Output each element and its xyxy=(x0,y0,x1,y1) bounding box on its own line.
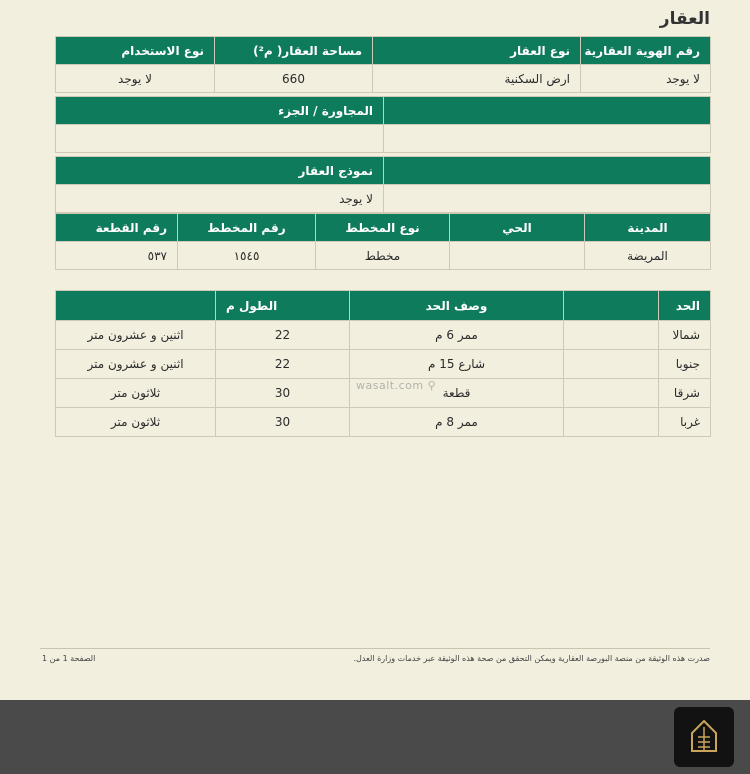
page-number: الصفحة 1 من 1 xyxy=(42,654,96,663)
plot-number-value: ٥٣٧ xyxy=(56,242,178,270)
area-value: 660 xyxy=(215,65,373,93)
model-header: نموذج العقار xyxy=(56,157,384,185)
border-extra xyxy=(564,379,659,408)
model-right-value xyxy=(384,185,711,213)
header-plan-number: رقم المخطط xyxy=(178,214,316,242)
border-description: قطعة xyxy=(350,379,564,408)
header-length-text xyxy=(56,291,216,321)
building-logo-icon xyxy=(684,717,724,757)
border-direction: شرقا xyxy=(659,379,711,408)
header-city: المدينة xyxy=(585,214,711,242)
plan-type-value: مخطط xyxy=(316,242,450,270)
table-row xyxy=(56,214,711,242)
footer-note: صدرت هذه الوثيقة من منصة البورصة العقارية ويمكن التحقق من صحة هذه الوثيقة عبر خدمات وزارة العدل. xyxy=(353,654,710,663)
header-plan-type: نوع المخطط xyxy=(316,214,450,242)
neighborhood-right-value xyxy=(384,125,711,153)
header-property-type: نوع العقار xyxy=(373,37,581,65)
footer-divider xyxy=(40,648,710,649)
border-description: شارع 15 م xyxy=(350,350,564,379)
header-border: الحد xyxy=(659,291,711,321)
identity-number-value: لا يوجد xyxy=(581,65,711,93)
neighborhood-right-header xyxy=(384,97,711,125)
table-row xyxy=(56,408,711,437)
header-plot-number: رقم القطعة xyxy=(56,214,178,242)
table-row xyxy=(56,350,711,379)
header-usage-type: نوع الاستخدام xyxy=(56,37,215,65)
borders-table xyxy=(55,290,711,437)
usage-type-value: لا يوجد xyxy=(56,65,215,93)
table-row xyxy=(56,37,711,65)
table-row xyxy=(56,321,711,350)
watermark: wasalt.com ⚲ xyxy=(356,379,437,392)
border-length-text: اثنين و عشرون متر xyxy=(56,350,216,379)
page-title: العقار xyxy=(659,9,710,29)
border-description: ممر 6 م xyxy=(350,321,564,350)
location-pin-icon: ⚲ xyxy=(427,379,437,392)
border-extra xyxy=(564,321,659,350)
neighborhood-header: المجاورة / الجزء xyxy=(56,97,384,125)
border-direction: غربا xyxy=(659,408,711,437)
table-row xyxy=(56,157,711,185)
property-type-value: ارض السكنية xyxy=(373,65,581,93)
district-value xyxy=(450,242,585,270)
neighborhood-value xyxy=(56,125,384,153)
border-length: 22 xyxy=(216,321,350,350)
city-value: المريضة xyxy=(585,242,711,270)
border-description: ممر 8 م xyxy=(350,408,564,437)
table-row xyxy=(56,291,711,321)
header-border-description: وصف الحد xyxy=(350,291,564,321)
header-border-extra xyxy=(564,291,659,321)
table-row xyxy=(56,242,711,270)
model-right-header xyxy=(384,157,711,185)
table-row xyxy=(56,125,711,153)
location-table xyxy=(55,213,711,270)
border-direction: جنوبا xyxy=(659,350,711,379)
table-row xyxy=(56,185,711,213)
header-district: الحي xyxy=(450,214,585,242)
border-extra xyxy=(564,350,659,379)
header-identity-number: رقم الهوية العقارية xyxy=(581,37,711,65)
border-extra xyxy=(564,408,659,437)
model-value: لا يوجد xyxy=(56,185,384,213)
border-direction: شمالا xyxy=(659,321,711,350)
border-length-text: ثلاثون متر xyxy=(56,379,216,408)
plan-number-value: ١٥٤٥ xyxy=(178,242,316,270)
border-length-text: اثنين و عشرون متر xyxy=(56,321,216,350)
header-area: مساحة العقار( م²) xyxy=(215,37,373,65)
border-length: 30 xyxy=(216,408,350,437)
property-table xyxy=(55,36,711,93)
app-logo-icon[interactable] xyxy=(674,707,734,767)
header-length: الطول م xyxy=(216,291,350,321)
border-length-text: ثلاثون متر xyxy=(56,408,216,437)
border-length: 22 xyxy=(216,350,350,379)
table-row xyxy=(56,65,711,93)
bottom-bar xyxy=(0,700,750,774)
border-length: 30 xyxy=(216,379,350,408)
table-row xyxy=(56,97,711,125)
neighborhood-table xyxy=(55,96,711,153)
model-table xyxy=(55,156,711,213)
